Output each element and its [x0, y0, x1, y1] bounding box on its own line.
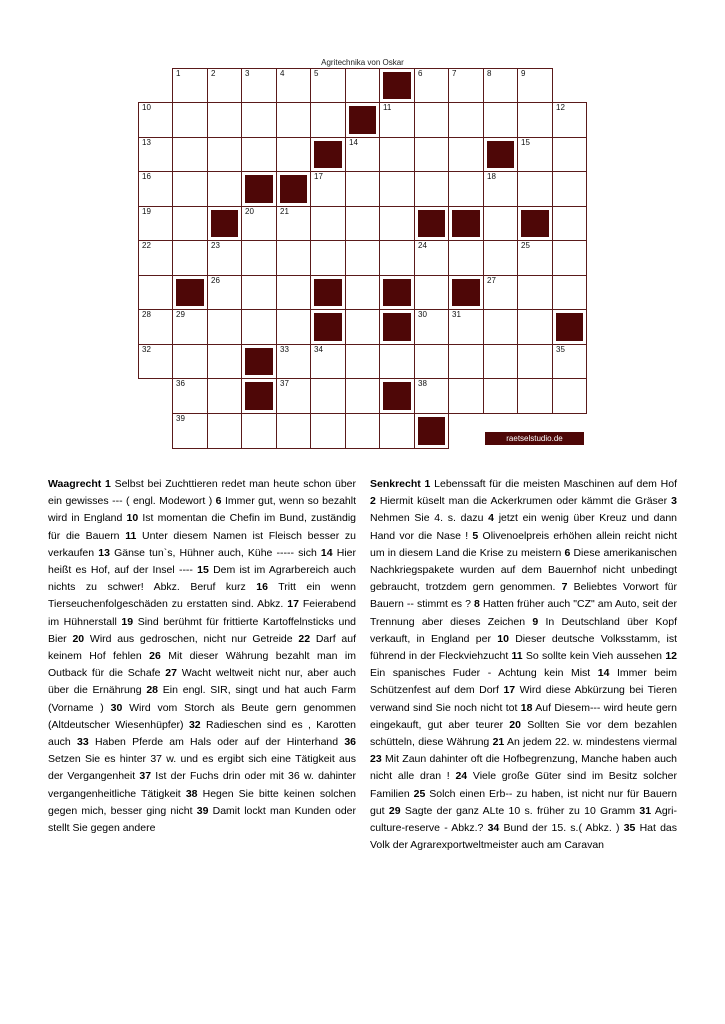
- down-clue-number: 34: [487, 822, 500, 835]
- cell-number: 17: [314, 172, 323, 181]
- cell-number: 33: [280, 345, 289, 354]
- across-clue-number: 6: [215, 495, 222, 508]
- down-clue-number: 5: [472, 529, 479, 542]
- grid-cell[interactable]: [172, 102, 208, 138]
- grid-cell[interactable]: [241, 102, 277, 138]
- grid-cell[interactable]: [310, 344, 346, 379]
- down-clue-text: Auf Diesem--- wird heute gern eingekauft, gut aber teurer: [370, 701, 677, 731]
- grid-block: [241, 171, 277, 207]
- grid-cell[interactable]: [448, 344, 484, 379]
- grid-cell[interactable]: [379, 206, 415, 241]
- grid-cell[interactable]: [310, 378, 346, 414]
- across-clue-number: 28: [146, 684, 159, 697]
- grid-cell[interactable]: [207, 413, 242, 449]
- cell-number: 32: [142, 345, 151, 354]
- grid-cell[interactable]: [310, 240, 346, 276]
- grid-cell[interactable]: [379, 102, 415, 138]
- block-fill: [349, 106, 376, 134]
- across-clue-text: Hier heißt es Hof, auf der Insel ----: [48, 546, 356, 577]
- grid-cell[interactable]: [138, 137, 173, 172]
- cell-number: 27: [487, 276, 496, 285]
- across-clue-number: 30: [110, 701, 123, 714]
- grid-cell[interactable]: [517, 378, 553, 414]
- grid-cell[interactable]: [241, 137, 277, 172]
- down-clue-text: Ein spanisches Fuder - Achtung kein Mist: [370, 667, 591, 680]
- block-fill: [521, 210, 549, 237]
- block-fill: [314, 313, 342, 341]
- grid-block: [310, 309, 346, 345]
- cell-number: 29: [176, 310, 185, 319]
- down-clue-text: Wird diese Abkürzung bei Tieren verwand sind Sie noch nicht tot: [370, 684, 678, 714]
- across-clue-number: 20: [72, 632, 85, 645]
- grid-block: [483, 137, 518, 172]
- grid-cell[interactable]: [345, 206, 380, 241]
- grid-cell[interactable]: [483, 344, 518, 379]
- block-fill: [418, 417, 445, 445]
- grid-cell[interactable]: [517, 102, 553, 138]
- across-clue-text: Dem ist im Agrarbereich auch nichts zu schwer! Abkz. Beruf kurz: [48, 564, 356, 594]
- grid-cell[interactable]: [138, 102, 173, 138]
- grid-cell[interactable]: [345, 137, 380, 172]
- down-clue-number: 29: [388, 804, 401, 817]
- across-clue-number: 37: [139, 770, 152, 783]
- grid-block: [345, 102, 380, 138]
- grid-block: [379, 378, 415, 414]
- across-clue-text: Immer gut, wenn so bezahlt wird in England: [48, 495, 357, 525]
- grid-cell[interactable]: [172, 171, 208, 207]
- down-clue-text: Immer beim Schützenfest auf dem Dorf: [370, 667, 677, 697]
- block-fill: [418, 210, 445, 237]
- across-clue-number: 1: [105, 478, 111, 490]
- cell-number: 28: [142, 310, 151, 319]
- cell-number: 11: [383, 103, 392, 112]
- down-clue-text: Mit Zaun dahinter oft die Hofbegrenzung, Manche haben auch nicht alle dran !: [370, 753, 677, 783]
- down-clue-text: Viele große Güter sind im Besitz solcher Familien: [370, 770, 677, 800]
- across-clue-number: 36: [344, 736, 357, 749]
- across-clue-text: Selbst bei Zuchttieren redet man heute schon über ein gewisses --- ( engl. Modewort ): [48, 478, 356, 508]
- cell-number: 10: [142, 103, 151, 112]
- down-clue-number: 35: [623, 822, 636, 835]
- cell-number: 24: [418, 241, 427, 250]
- cell-number: 13: [142, 138, 151, 147]
- across-clue-number: 17: [287, 598, 299, 611]
- down-clue-number: 12: [665, 650, 677, 663]
- grid-cell[interactable]: [207, 137, 242, 172]
- grid-cell[interactable]: [207, 309, 242, 345]
- grid-cell[interactable]: [448, 378, 484, 414]
- grid-block: [379, 309, 415, 345]
- block-fill: [211, 210, 238, 237]
- across-clue-number: 14: [320, 546, 333, 559]
- grid-cell[interactable]: [345, 413, 380, 449]
- down-clue-number: 23: [370, 753, 382, 766]
- across-clue-number: 16: [256, 581, 268, 594]
- grid-cell[interactable]: [241, 240, 277, 276]
- grid-cell[interactable]: [414, 68, 449, 103]
- cell-number: 18: [487, 172, 496, 181]
- cell-number: 19: [142, 207, 151, 216]
- grid-cell[interactable]: [241, 309, 277, 345]
- grid-block: [310, 137, 346, 172]
- grid-block: [276, 171, 311, 207]
- down-clue-number: 2: [370, 495, 376, 508]
- across-clue-text: Ist der Fuchs drin oder mit 36 w. dahinter vergangenheitliche Tätigkeit: [48, 770, 357, 800]
- grid-cell[interactable]: [552, 378, 587, 414]
- down-clue-number: 4: [488, 512, 494, 525]
- grid-cell[interactable]: [276, 240, 311, 276]
- grid-cell[interactable]: [414, 171, 449, 207]
- down-clue-text: So sollte kein Vieh aussehen: [525, 650, 663, 663]
- grid-cell[interactable]: [483, 68, 518, 103]
- grid-block: [552, 309, 587, 345]
- grid-cell[interactable]: [345, 378, 380, 414]
- down-clue-text: Solch einen Erb-- zu haben, ist nicht nur für Bauern gut: [370, 787, 678, 817]
- down-clue-number: 11: [511, 650, 523, 663]
- grid-block: [207, 206, 242, 241]
- grid-block: [379, 68, 415, 103]
- across-clue-text: Feierabend im Hühnerstall: [48, 598, 356, 628]
- down-clue-text: Olivenoelpreis erhöhen allein reicht nicht um in diesem Land die Krise zu meistern: [370, 529, 677, 559]
- grid-cell[interactable]: [379, 137, 415, 172]
- across-clue-text: Wacht weltweit nicht nur, aber auch über die Ernährung: [48, 667, 357, 697]
- down-clue-number: 10: [497, 632, 509, 645]
- grid-cell[interactable]: [414, 275, 449, 310]
- block-fill: [314, 141, 342, 168]
- grid-cell[interactable]: [310, 413, 346, 449]
- across-clue-text: Unter diesem Namen ist Fleisch besser zu verkaufen: [48, 529, 356, 559]
- puzzle-title: Agritechnika von Oskar: [321, 58, 404, 67]
- grid-cell[interactable]: [552, 275, 587, 310]
- cell-number: 6: [418, 69, 423, 78]
- cell-number: 16: [142, 172, 151, 181]
- cell-number: 36: [176, 379, 185, 388]
- block-fill: [383, 382, 411, 410]
- down-clue-number: 9: [532, 615, 539, 628]
- block-fill: [245, 382, 273, 410]
- across-clue-text: Tritt ein wenn Tierseuchenfolgeschäden zu erstatten sind. Abkz.: [48, 581, 356, 611]
- grid-cell[interactable]: [379, 413, 415, 449]
- grid-cell[interactable]: [172, 309, 208, 345]
- grid-cell[interactable]: [276, 206, 311, 241]
- grid-cell[interactable]: [172, 378, 208, 414]
- down-clue-number: 24: [455, 770, 468, 783]
- block-fill: [245, 348, 273, 375]
- across-clue-number: 38: [185, 787, 198, 800]
- grid-block: [414, 206, 449, 241]
- down-clues: [370, 476, 677, 854]
- block-fill: [245, 175, 273, 203]
- block-fill: [383, 313, 411, 341]
- grid-cell[interactable]: [345, 344, 380, 379]
- grid-cell[interactable]: [345, 68, 380, 103]
- grid-cell[interactable]: [241, 68, 277, 103]
- cell-number: 5: [314, 69, 319, 78]
- cell-number: 37: [280, 379, 289, 388]
- grid-cell[interactable]: [138, 275, 173, 310]
- cell-number: 2: [211, 69, 216, 78]
- grid-cell[interactable]: [379, 240, 415, 276]
- cell-number: 8: [487, 69, 492, 78]
- across-clue-text: Sind berühmt für frittierte Kartoffelnsticks und Bier: [48, 615, 357, 645]
- down-clue-number: 25: [413, 787, 426, 800]
- cell-number: 34: [314, 345, 323, 354]
- cell-number: 25: [521, 241, 530, 250]
- grid-cell[interactable]: [241, 275, 277, 310]
- grid-cell[interactable]: [448, 137, 484, 172]
- down-clue-number: 31: [639, 804, 652, 817]
- down-clue-number: 1: [424, 478, 431, 490]
- grid-cell[interactable]: [310, 171, 346, 207]
- down-clue-text: Dieser deutsche Volksstamm, ist führend in der Fleckviehzucht: [370, 632, 678, 663]
- cell-number: 15: [521, 138, 530, 147]
- down-heading: Senkrecht: [370, 478, 421, 490]
- grid-cell[interactable]: [414, 240, 449, 276]
- grid-cell[interactable]: [172, 137, 208, 172]
- grid-cell[interactable]: [207, 68, 242, 103]
- grid-cell[interactable]: [448, 240, 484, 276]
- grid-block: [448, 275, 484, 310]
- down-clue-text: Sollten Sie vor dem bezahlen schütteln, diese Währung: [370, 718, 677, 749]
- cell-number: 26: [211, 276, 220, 285]
- grid-cell[interactable]: [448, 171, 484, 207]
- across-clue-text: Damit lockt man Kunden oder stellt Sie gegen andere: [48, 804, 357, 835]
- grid-cell[interactable]: [379, 344, 415, 379]
- cell-number: 35: [556, 345, 565, 354]
- cell-number: 31: [452, 310, 461, 319]
- grid-cell[interactable]: [207, 275, 242, 310]
- grid-cell[interactable]: [138, 171, 173, 207]
- across-clue-number: 11: [125, 529, 137, 542]
- grid-cell[interactable]: [138, 240, 173, 276]
- grid-block: [448, 206, 484, 241]
- block-fill: [452, 210, 480, 237]
- across-clue-text: Hegen Sie bitte keinen solchen gegen mich, besser ging nicht: [48, 787, 357, 817]
- grid-cell[interactable]: [207, 240, 242, 276]
- grid-cell[interactable]: [552, 171, 587, 207]
- grid-cell[interactable]: [276, 102, 311, 138]
- grid-cell[interactable]: [552, 137, 587, 172]
- grid-cell[interactable]: [517, 240, 553, 276]
- grid-cell[interactable]: [517, 309, 553, 345]
- across-clue-number: 27: [165, 667, 177, 680]
- across-clue-number: 39: [196, 804, 209, 817]
- grid-cell[interactable]: [310, 68, 346, 103]
- down-clue-text: Hatten früher auch "CZ" am Auto, seit der Trennung aber dieses Zeichen: [370, 598, 678, 628]
- grid-cell[interactable]: [241, 413, 277, 449]
- grid-cell[interactable]: [483, 275, 518, 310]
- across-clue-text: Wird aus gedroschen, nicht nur Getreide: [89, 632, 293, 645]
- across-clue-text: Haben Pferde am Hals oder auf der Hinterhand: [94, 736, 339, 749]
- cell-number: 23: [211, 241, 220, 250]
- cell-number: 1: [176, 69, 181, 78]
- grid-cell[interactable]: [483, 240, 518, 276]
- grid-block: [172, 275, 208, 310]
- grid-cell[interactable]: [172, 240, 208, 276]
- grid-cell[interactable]: [172, 68, 208, 103]
- down-clue-text: Bund der 15. s.( Abkz. ): [503, 822, 620, 835]
- grid-cell[interactable]: [414, 309, 449, 345]
- grid-cell[interactable]: [172, 206, 208, 241]
- grid-cell[interactable]: [552, 102, 587, 138]
- grid-cell[interactable]: [207, 344, 242, 379]
- grid-cell[interactable]: [448, 102, 484, 138]
- grid-cell[interactable]: [448, 309, 484, 345]
- grid-cell[interactable]: [552, 344, 587, 379]
- down-clue-number: 20: [509, 718, 521, 731]
- across-clue-text: Radieschen sind es , Karotten auch: [48, 718, 356, 749]
- across-clue-number: 15: [197, 564, 209, 577]
- down-clue-text: Hat das Volk der Agrarexportweltmeister auch am Caravan: [370, 822, 678, 852]
- down-clue-text: Beliebtes Vorwort für Bauern -- stimmt es ?: [370, 581, 677, 611]
- cell-number: 4: [280, 69, 285, 78]
- grid-cell[interactable]: [345, 275, 380, 310]
- grid-cell[interactable]: [276, 137, 311, 172]
- grid-cell[interactable]: [138, 206, 173, 241]
- down-clue-text: Lebenssaft für die meisten Maschinen auf dem Hof: [434, 478, 678, 490]
- grid-cell[interactable]: [172, 344, 208, 379]
- across-clue-text: Wird vom Storch als Beute gern genommen (Altdeutscher Wiesenhüpfer): [48, 701, 356, 731]
- down-clue-text: Diese amerikanischen Nachkriegspakete wurden auf dem Bauernhof nicht unbedingt gebraucht, trotzdem gern genommen.: [370, 546, 677, 594]
- grid-cell[interactable]: [276, 378, 311, 414]
- down-clue-number: 21: [492, 736, 505, 749]
- across-clue-number: 13: [98, 546, 110, 559]
- grid-cell[interactable]: [483, 206, 518, 241]
- cell-number: 14: [349, 138, 358, 147]
- across-clue-text: Setzen Sie es hinter 37 w. und es ergibt sich eine Tätigkeit aus der Vergangenheit: [48, 753, 356, 783]
- down-clue-text: Hiermit küselt man die Ackerkrumen oder kämmt die Gräser: [379, 495, 668, 508]
- grid-cell[interactable]: [138, 309, 173, 345]
- grid-cell[interactable]: [483, 378, 518, 414]
- crossword-grid: [138, 68, 588, 449]
- grid-cell[interactable]: [207, 102, 242, 138]
- block-fill: [314, 279, 342, 306]
- down-clue-text: jetzt ein wenig über Kreuz und dann Hand vor die Nase !: [370, 512, 678, 542]
- cell-number: 30: [418, 310, 427, 319]
- grid-cell[interactable]: [517, 171, 553, 207]
- grid-cell[interactable]: [517, 275, 553, 310]
- grid-cell[interactable]: [379, 171, 415, 207]
- grid-cell[interactable]: [414, 344, 449, 379]
- grid-cell[interactable]: [310, 102, 346, 138]
- grid-block: [379, 275, 415, 310]
- cell-number: 3: [245, 69, 250, 78]
- grid-cell[interactable]: [414, 137, 449, 172]
- cell-number: 39: [176, 414, 185, 423]
- grid-block: [241, 378, 277, 414]
- grid-block: [414, 413, 449, 449]
- across-clue-text: Ein engl. SIR, singt und hat auch Farm (Vorname ): [48, 684, 356, 714]
- credit-label: raetselstudio.de: [485, 432, 584, 445]
- grid-cell[interactable]: [138, 344, 173, 379]
- down-clue-number: 14: [597, 667, 610, 680]
- down-clue-text: Sagte der ganz ALte 10 s. früher zu 10 Gramm: [404, 804, 636, 817]
- down-clue-number: 6: [564, 546, 571, 559]
- grid-cell[interactable]: [414, 102, 449, 138]
- block-fill: [452, 279, 480, 306]
- across-clue-number: 33: [77, 736, 89, 749]
- grid-block: [241, 344, 277, 379]
- grid-cell[interactable]: [241, 206, 277, 241]
- across-clue-text: Ist momentan die Chefin im Bund, zuständig für die Bauern: [48, 512, 357, 542]
- cell-number: 7: [452, 69, 457, 78]
- grid-block: [310, 275, 346, 310]
- grid-cell[interactable]: [276, 309, 311, 345]
- grid-cell[interactable]: [483, 102, 518, 138]
- down-clue-number: 3: [671, 495, 677, 508]
- block-fill: [280, 175, 307, 203]
- across-clue-text: Darf auf keinem Hof fehlen: [48, 632, 357, 663]
- grid-cell[interactable]: [517, 344, 553, 379]
- grid-cell[interactable]: [483, 309, 518, 345]
- down-clue-number: 18: [520, 701, 533, 714]
- grid-cell[interactable]: [276, 344, 311, 379]
- across-clue-text: Mit dieser Währung bezahlt man im Outback für die Schafe: [48, 650, 356, 680]
- across-clue-number: 10: [126, 512, 139, 525]
- grid-cell[interactable]: [448, 68, 484, 103]
- across-clue-number: 22: [298, 632, 311, 645]
- grid-cell[interactable]: [552, 206, 587, 241]
- cell-number: 21: [280, 207, 289, 216]
- block-fill: [556, 313, 583, 341]
- across-clue-number: 19: [121, 615, 134, 628]
- down-clue-text: In Deutschland über Kopf verkauft, in England per: [370, 615, 677, 645]
- across-clue-number: 32: [188, 718, 201, 731]
- grid-cell[interactable]: [207, 171, 242, 207]
- grid-cell[interactable]: [345, 309, 380, 345]
- down-clue-number: 7: [561, 581, 568, 594]
- down-clue-text: An jedem 22. w. mindestens viermal: [507, 736, 678, 749]
- cell-number: 12: [556, 103, 565, 112]
- block-fill: [487, 141, 514, 168]
- across-clue-number: 26: [149, 650, 161, 663]
- across-clues: [48, 476, 356, 837]
- down-clue-text: Nehmen Sie 4. s. dazu: [370, 512, 484, 525]
- grid-cell[interactable]: [276, 413, 311, 449]
- grid-cell[interactable]: [207, 378, 242, 414]
- grid-cell[interactable]: [414, 378, 449, 414]
- grid-cell[interactable]: [276, 68, 311, 103]
- cell-number: 22: [142, 241, 151, 250]
- down-clue-number: 17: [503, 684, 516, 697]
- block-fill: [176, 279, 204, 306]
- cell-number: 9: [521, 69, 526, 78]
- across-heading: Waagrecht: [48, 478, 102, 490]
- block-fill: [383, 72, 411, 99]
- grid-cell[interactable]: [517, 68, 553, 103]
- down-clue-number: 8: [474, 598, 480, 611]
- grid-cell[interactable]: [345, 240, 380, 276]
- grid-cell[interactable]: [517, 137, 553, 172]
- grid-cell[interactable]: [310, 206, 346, 241]
- block-fill: [383, 279, 411, 306]
- across-clue-text: Gänse tun`s, Hühner auch, Kühe ----- sich: [114, 546, 317, 559]
- down-clue-text: Agri-culture-reserve - Abkz.?: [370, 804, 678, 835]
- grid-cell[interactable]: [345, 171, 380, 207]
- grid-cell[interactable]: [276, 275, 311, 310]
- grid-cell[interactable]: [172, 413, 208, 449]
- grid-cell[interactable]: [552, 240, 587, 276]
- grid-block: [517, 206, 553, 241]
- grid-cell[interactable]: [483, 171, 518, 207]
- cell-number: 20: [245, 207, 254, 216]
- cell-number: 38: [418, 379, 427, 388]
